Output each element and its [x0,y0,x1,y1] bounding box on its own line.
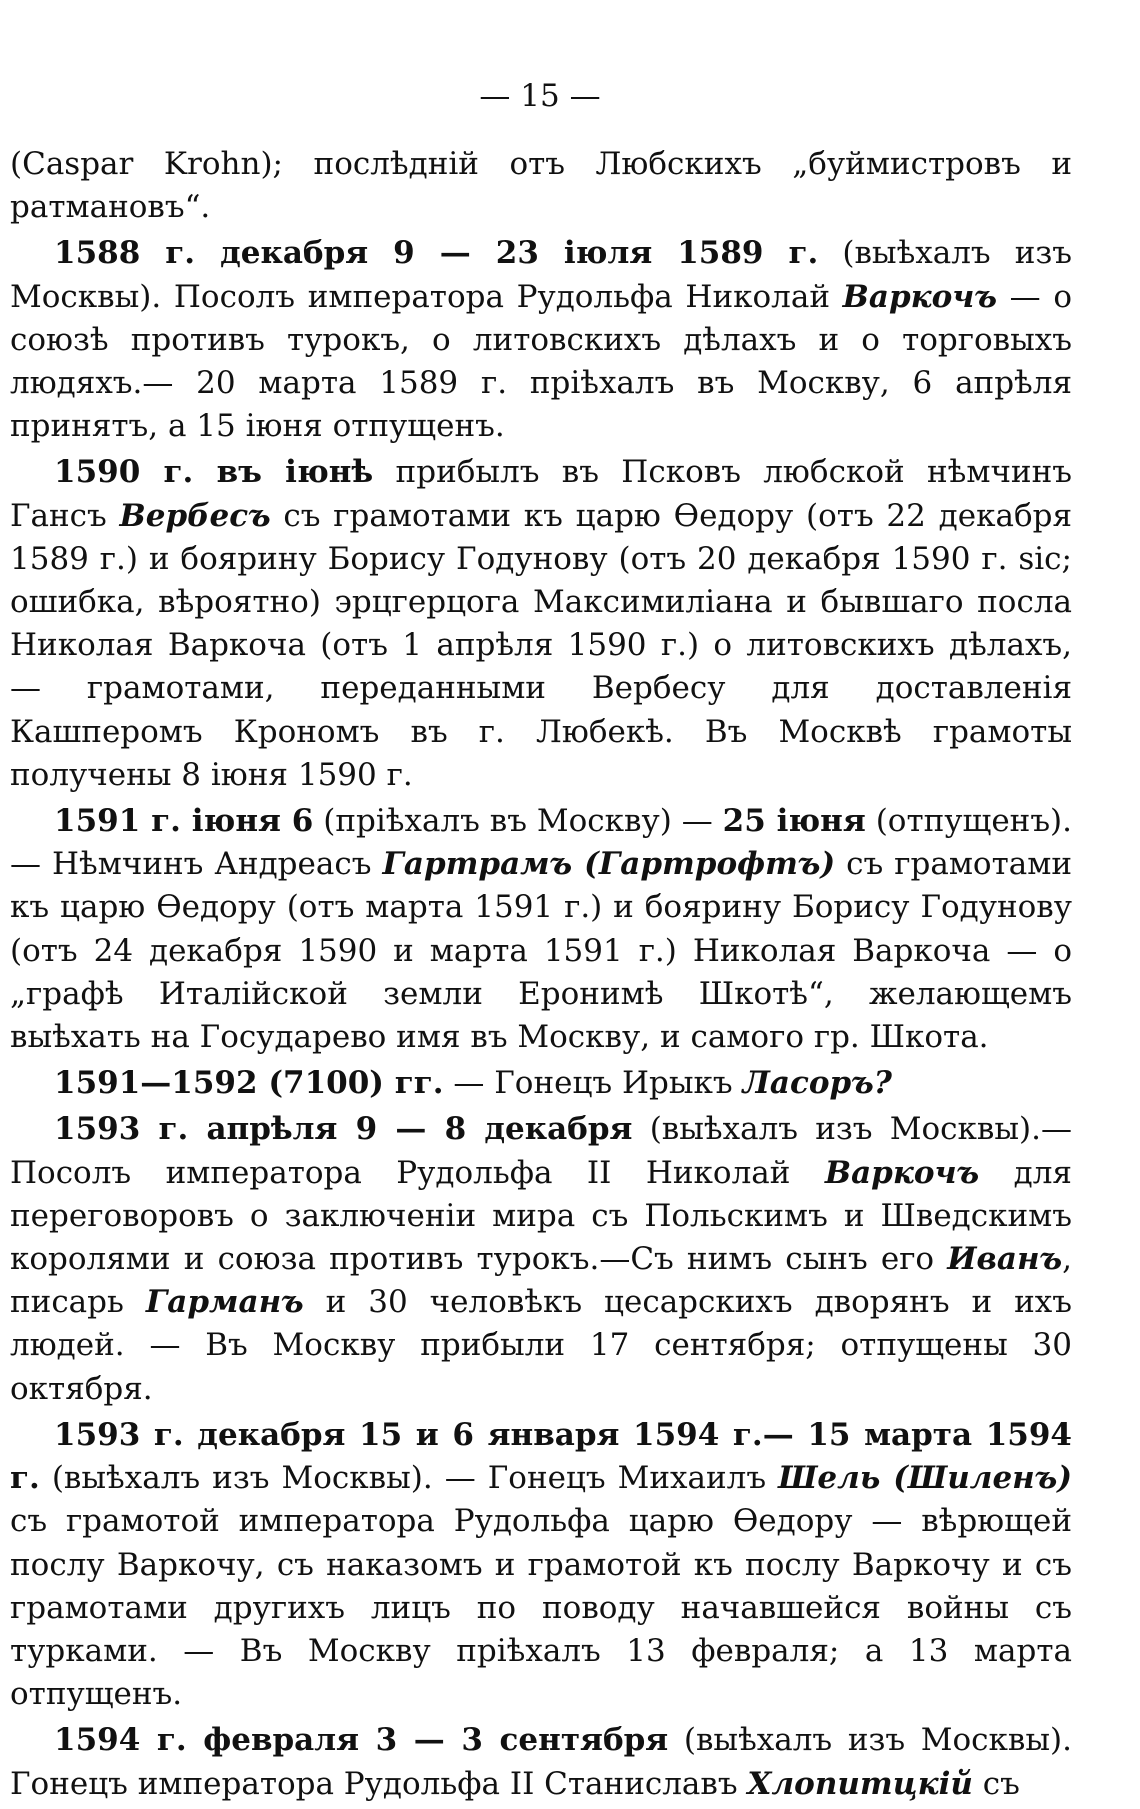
person-name: Варкочъ [842,278,997,315]
entry-text: съ грамотами къ царю Ѳедору (отъ марта 1591 г.) и боярину Борису Годунову (отъ 24 декабря 1590 и марта 1591 г.) Николая Варкоча — о „графѣ Италійской земли Еронимѣ Шкотѣ“, желающемъ выѣхать на Государево имя въ Москву, и самого гр. Шкота. [10,846,1072,1056]
entry-text: — Гонецъ Ирыкъ [443,1065,743,1102]
page-number: — 15 — [479,78,601,114]
entry-date: 1593 г. апрѣля 9 — 8 декабря [54,1111,633,1148]
chronicle-entry [10,1414,1072,1716]
entry-date: 25 іюня [722,803,866,840]
entry-text: (выѣхалъ изъ Москвы). Гонецъ императора Рудольфа II Станиславъ [10,1722,1072,1802]
entry-text: (Caspar Krohn); послѣдній отъ Любскихъ „буймистровъ и ратмановъ“. [10,146,1072,226]
chronicle-entry [10,1108,1072,1410]
entry-text: съ [972,1765,1020,1802]
body-text [10,143,1072,1809]
entry-date: 1588 г. декабря 9 — 23 іюля 1589 г. [54,235,819,272]
entry-date: 1591 г. іюня 6 [54,803,314,840]
entry-date: 1590 г. въ іюнѣ [54,454,374,491]
entry-text: (отпущенъ).— Нѣмчинъ Андреасъ [10,803,1073,883]
entry-text: съ грамотами къ царю Ѳедору (отъ 22 декабря 1589 г.) и боярину Борису Годунову (отъ 20 декабря 1590 г. sic; ошибка, вѣроятно) эрцгерцога Максимиліана и бывшаго посла Николая Варкоча (отъ 1 апрѣля 1590 г.) о литовскихъ дѣлахъ, — грамотами, переданными Вербесу для доставленія Кашперомъ Крономъ въ г. Любекѣ. Въ Москвѣ грамоты получены 8 іюня 1590 г. [10,497,1073,793]
person-name: Гарманъ [145,1284,304,1321]
entry-date: 1591—1592 (7100) гг. [54,1065,444,1102]
entry-text: , писарь [10,1241,1072,1321]
person-name: Шель (Шиленъ) [778,1460,1072,1497]
chronicle-entry [10,1719,1072,1805]
chronicle-entry [10,232,1072,448]
entry-date: 1593 г. декабря 15 и 6 января 1594 г.— 15 марта 1594 г. [10,1416,1072,1497]
entry-text: съ грамотой императора Рудольфа царю Ѳедору — вѣрющей послу Варкочу, съ наказомъ и грамотой къ послу Варкочу и съ грамотами другихъ лицъ по поводу начавшейся войны съ турками. — Въ Москву пріѣхалъ 13 февраля; а 13 марта отпущенъ. [10,1503,1072,1713]
entry-text: (пріѣхалъ въ Москву) — [313,803,723,840]
chronicle-entry [10,1062,1072,1105]
chronicle-entry [10,451,1072,797]
entry-text: и 30 человѣкъ цесарскихъ дворянъ и ихъ людей. — Въ Москву прибыли 17 сентября; отпущены 30 октября. [10,1284,1072,1407]
entry-text: (выѣхалъ изъ Москвы). Посолъ императора Рудольфа Николай [10,235,1073,315]
person-name: Варкочъ [824,1154,980,1191]
entry-text: для переговоровъ о заключеніи мира съ Польскимъ и Шведскимъ королями и союза противъ турокъ.—Съ нимъ сынъ его [10,1154,1072,1278]
chronicle-entry [10,800,1072,1059]
entry-text: прибылъ въ Псковъ любской нѣмчинъ Гансъ [10,454,1072,534]
entry-text: (выѣхалъ изъ Москвы). — Гонецъ Михаилъ [39,1460,779,1497]
person-name: Гартрамъ (Гартрофтъ) [382,846,836,883]
person-name: Ласоръ? [742,1065,892,1102]
intro-paragraph [10,143,1072,229]
entry-date: 1594 г. февраля 3 — 3 сентября [54,1722,669,1759]
person-name: Вербесъ [119,497,271,534]
entry-text: — о союзѣ противъ турокъ, о литовскихъ дѣлахъ и о торговыхъ людяхъ.— 20 марта 1589 г. пріѣхалъ въ Москву, 6 апрѣля принятъ, а 15 іюня отпущенъ. [10,278,1072,445]
entry-text: (выѣхалъ изъ Москвы).— Посолъ императора Рудольфа II Николай [10,1111,1072,1191]
person-name: Хлопитцкій [747,1765,973,1802]
person-name: Иванъ [947,1241,1063,1278]
